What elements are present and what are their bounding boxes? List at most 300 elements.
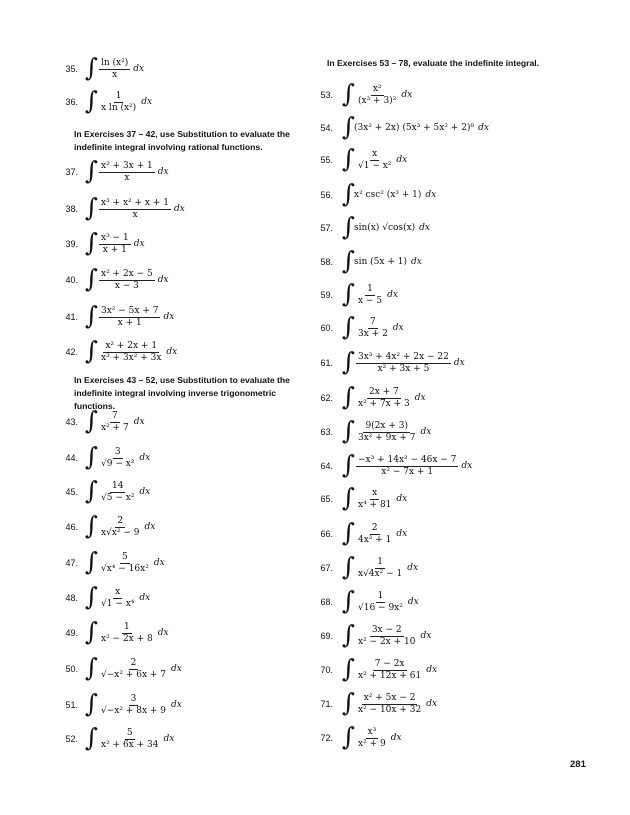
exercise-number: 55. <box>320 155 333 165</box>
denominator: x² − 2x + 10 <box>358 636 416 647</box>
fraction <box>356 387 412 410</box>
denominator: x² + 12x + 61 <box>358 670 422 681</box>
differential: dx <box>401 90 413 100</box>
fraction <box>356 317 390 340</box>
numerator: −x³ + 14x² − 46x − 7 <box>358 454 457 465</box>
integrand <box>97 87 152 117</box>
integrand <box>354 313 404 343</box>
denominator: √5 − x² <box>101 492 135 503</box>
integral-sign: ∫ <box>342 179 356 208</box>
exercise-45 <box>0 477 315 507</box>
fraction <box>356 455 458 478</box>
integrand <box>354 113 489 143</box>
differential: dx <box>387 290 398 300</box>
integral-sign: ∫ <box>85 301 99 330</box>
inline-expression: x² csc² (x³ + 1) <box>354 190 422 200</box>
numerator: 9(2x + 3) <box>365 420 408 431</box>
integral-sign: ∫ <box>342 382 356 411</box>
integral-sign: ∫ <box>85 336 99 365</box>
heading-exercises-53-78: In Exercises 53 – 78, evaluate the indefinite integral. <box>327 58 540 68</box>
integrand <box>97 690 182 720</box>
integrand <box>354 587 419 617</box>
integral-sign: ∫ <box>85 653 99 682</box>
exercise-60 <box>315 313 630 343</box>
numerator: 2 <box>130 657 137 668</box>
differential: dx <box>461 461 473 471</box>
numerator: x³ + x² + x + 1 <box>101 197 169 208</box>
integrand <box>354 247 422 277</box>
denominator: √−x² + 6x + 7 <box>101 669 167 680</box>
fraction <box>356 284 384 307</box>
integrand <box>354 348 465 378</box>
differential: dx <box>414 393 426 403</box>
exercise-number: 47. <box>65 558 78 568</box>
integral-sign: ∫ <box>342 722 356 751</box>
integrand <box>97 583 150 613</box>
exercise-number: 39. <box>65 239 78 249</box>
denominator: x² + 3x + 5 <box>377 363 430 374</box>
integrand <box>97 477 150 507</box>
denominator: x⁴ + 81 <box>358 499 392 510</box>
numerator: 7 − 2x <box>374 658 405 669</box>
fraction <box>356 591 405 614</box>
integrand <box>354 553 418 583</box>
differential: dx <box>453 358 465 368</box>
integrand <box>97 157 169 187</box>
fraction <box>99 622 155 645</box>
denominator: x² − 10x + 32 <box>358 704 422 715</box>
exercise-46 <box>0 512 315 542</box>
exercise-43 <box>0 407 315 437</box>
differential: dx <box>420 427 432 437</box>
integrand <box>354 689 437 719</box>
exercise-number: 68. <box>320 597 333 607</box>
inline-expression: sin (5x + 1) <box>354 257 407 267</box>
integral-sign: ∫ <box>85 617 99 646</box>
exercise-58 <box>315 247 630 277</box>
exercise-number: 67. <box>320 563 333 573</box>
integrand <box>97 194 185 224</box>
integral-sign: ∫ <box>342 79 356 108</box>
exercise-number: 41. <box>65 312 78 322</box>
numerator: 2 <box>371 522 378 533</box>
differential: dx <box>139 487 151 497</box>
integrand <box>97 229 145 259</box>
exercise-number: 46. <box>65 522 78 532</box>
denominator: x <box>124 172 130 183</box>
exercise-63 <box>315 417 630 447</box>
exercise-69 <box>315 621 630 651</box>
denominator: x + 1 <box>102 244 127 255</box>
numerator: 3 <box>114 446 121 457</box>
exercise-53 <box>315 80 630 110</box>
integrand <box>354 417 431 447</box>
differential: dx <box>139 453 151 463</box>
numerator: 3x − 2 <box>371 624 402 635</box>
integrand <box>354 621 431 651</box>
integral-sign: ∫ <box>342 416 356 445</box>
page-number: 281 <box>570 759 586 770</box>
exercise-39 <box>0 229 315 259</box>
integrand <box>354 451 472 481</box>
integrand <box>97 407 145 437</box>
integrand <box>354 484 407 514</box>
integrand <box>97 337 177 367</box>
integrand <box>354 383 426 413</box>
fraction <box>356 523 393 546</box>
exercise-44 <box>0 443 315 473</box>
fraction <box>356 149 393 172</box>
differential: dx <box>173 204 185 214</box>
differential: dx <box>392 323 404 333</box>
fraction <box>356 557 404 580</box>
exercise-number: 57. <box>320 223 333 233</box>
fraction <box>99 516 141 539</box>
numerator: x <box>115 586 121 597</box>
exercise-number: 40. <box>65 275 78 285</box>
exercise-number: 61. <box>320 358 333 368</box>
denominator: x − 3 <box>114 280 139 291</box>
integral-sign: ∫ <box>85 86 99 115</box>
denominator: x² − 2x + 8 <box>101 633 153 644</box>
differential: dx <box>419 223 431 233</box>
integrand <box>97 724 174 754</box>
denominator: x <box>112 69 118 80</box>
integral-sign: ∫ <box>342 688 356 717</box>
differential: dx <box>420 631 432 641</box>
denominator: x² + 9 <box>358 738 386 749</box>
differential: dx <box>144 522 156 532</box>
denominator: x² + 7 <box>101 422 129 433</box>
exercise-number: 60. <box>320 323 333 333</box>
fraction <box>99 411 131 434</box>
numerator: 1 <box>377 590 384 601</box>
exercise-70 <box>315 655 630 685</box>
integrand <box>354 145 407 175</box>
fraction <box>99 552 151 575</box>
exercise-54 <box>315 113 630 143</box>
numerator: 1 <box>115 90 122 101</box>
integral-sign: ∫ <box>342 518 356 547</box>
numerator: 1 <box>377 556 383 567</box>
differential: dx <box>478 123 489 133</box>
exercise-67 <box>315 553 630 583</box>
exercise-51 <box>0 690 315 720</box>
denominator: 3x + 2 <box>358 328 388 339</box>
integral-sign: ∫ <box>342 279 356 308</box>
numerator: x² + 3x + 1 <box>101 160 153 171</box>
denominator: 3x² + 9x + 7 <box>358 432 416 443</box>
differential: dx <box>396 155 408 165</box>
integral-sign: ∫ <box>342 212 356 241</box>
exercise-number: 37. <box>65 167 78 177</box>
exercise-number: 59. <box>320 290 333 300</box>
exercise-68 <box>315 587 630 617</box>
heading-exercises-37-42: In Exercises 37 – 42, use Substitution to evaluate the indefinite integral involving rational functions. <box>74 129 290 152</box>
integral-sign: ∫ <box>342 112 356 141</box>
exercise-56 <box>315 180 630 210</box>
integral-sign: ∫ <box>85 582 99 611</box>
differential: dx <box>163 734 175 744</box>
fraction <box>99 694 168 717</box>
differential: dx <box>139 593 151 603</box>
exercise-66 <box>315 519 630 549</box>
integral-sign: ∫ <box>342 144 356 173</box>
exercise-number: 63. <box>320 427 333 437</box>
integrand <box>97 265 169 295</box>
fraction <box>356 84 398 107</box>
numerator: x² <box>372 83 382 94</box>
numerator: x² + 2x − 5 <box>101 268 153 279</box>
integral-sign: ∫ <box>342 586 356 615</box>
differential: dx <box>396 494 408 504</box>
integral-sign: ∫ <box>85 228 99 257</box>
exercise-number: 54. <box>320 123 333 133</box>
exercise-number: 44. <box>65 453 78 463</box>
integral-sign: ∫ <box>85 547 99 576</box>
differential: dx <box>133 417 145 427</box>
integral-sign: ∫ <box>342 483 356 512</box>
numerator: 2 <box>117 515 124 526</box>
integrand <box>354 723 402 753</box>
exercise-52 <box>0 724 315 754</box>
exercise-number: 69. <box>320 631 333 641</box>
differential: dx <box>157 275 169 285</box>
differential: dx <box>163 312 175 322</box>
differential: dx <box>171 664 182 674</box>
integrand <box>354 280 398 310</box>
numerator: x <box>372 148 378 159</box>
exercise-number: 49. <box>65 628 78 638</box>
integral-sign: ∫ <box>85 53 99 82</box>
exercise-number: 62. <box>320 393 333 403</box>
integrand <box>354 655 437 685</box>
denominator: x² + 7x + 3 <box>358 398 410 409</box>
integrand <box>354 213 430 243</box>
denominator: √1 − x⁴ <box>101 598 135 609</box>
integral-sign: ∫ <box>342 347 356 376</box>
denominator: √−x² + 8x + 9 <box>101 705 167 716</box>
exercise-38 <box>0 194 315 224</box>
exercise-number: 64. <box>320 461 333 471</box>
denominator: x <box>132 209 138 220</box>
differential: dx <box>133 239 145 249</box>
numerator: x <box>372 487 378 498</box>
exercise-number: 45. <box>65 487 78 497</box>
fraction <box>99 58 130 81</box>
integral-sign: ∫ <box>85 264 99 293</box>
numerator: 1 <box>367 283 373 294</box>
fraction <box>356 488 393 511</box>
numerator: x³ <box>367 726 377 737</box>
denominator: x√4x² − 1 <box>358 568 403 579</box>
exercise-35 <box>0 54 315 84</box>
denominator: √9 − x² <box>101 458 135 469</box>
differential: dx <box>425 190 437 200</box>
exercise-number: 50. <box>65 664 78 674</box>
exercise-number: 53. <box>320 90 333 100</box>
exercise-62 <box>315 383 630 413</box>
integral-sign: ∫ <box>342 552 356 581</box>
denominator: (x³ + 3)² <box>358 95 397 106</box>
denominator: x² + 6x + 34 <box>101 739 159 750</box>
exercise-number: 56. <box>320 190 333 200</box>
numerator: 3 <box>130 693 137 704</box>
exercise-41 <box>0 302 315 332</box>
exercise-number: 71. <box>320 699 333 709</box>
exercise-65 <box>315 484 630 514</box>
integral-sign: ∫ <box>85 406 99 435</box>
numerator: 5 <box>122 551 128 562</box>
exercise-number: 42. <box>65 347 78 357</box>
exercise-number: 58. <box>320 257 333 267</box>
integrand <box>97 54 144 84</box>
integrand <box>97 654 182 684</box>
denominator: x² − 7x + 1 <box>381 466 434 477</box>
exercise-48 <box>0 583 315 613</box>
numerator: 2x + 7 <box>368 386 399 397</box>
fraction <box>356 421 417 444</box>
exercise-59 <box>315 280 630 310</box>
exercise-number: 52. <box>65 734 78 744</box>
differential: dx <box>157 628 169 638</box>
exercise-40 <box>0 265 315 295</box>
exercise-number: 38. <box>65 204 78 214</box>
differential: dx <box>171 700 182 710</box>
numerator: 1 <box>124 621 130 632</box>
integral-sign: ∫ <box>342 246 356 275</box>
numerator: x² + 2x + 1 <box>105 340 158 351</box>
integral-sign: ∫ <box>85 689 99 718</box>
fraction <box>356 625 417 648</box>
fraction <box>99 481 136 504</box>
exercise-72 <box>315 723 630 753</box>
numerator: 7 <box>370 316 376 327</box>
fraction <box>99 447 136 470</box>
denominator: √x⁴ − 16x² <box>101 563 149 574</box>
integral-sign: ∫ <box>85 442 99 471</box>
differential: dx <box>396 529 408 539</box>
exercise-number: 43. <box>65 417 78 427</box>
denominator: x√x² − 9 <box>101 527 140 538</box>
exercise-number: 70. <box>320 665 333 675</box>
exercise-number: 51. <box>65 700 78 710</box>
differential: dx <box>410 257 422 267</box>
differential: dx <box>407 563 419 573</box>
differential: dx <box>157 167 169 177</box>
fraction <box>99 91 138 114</box>
heading-exercises-43-52: In Exercises 43 – 52, use Substitution to evaluate the indefinite integral involving inverse trigonometric functions. <box>74 375 290 411</box>
differential: dx <box>166 347 178 357</box>
fraction <box>356 727 388 750</box>
integral-sign: ∫ <box>342 312 356 341</box>
exercise-number: 48. <box>65 593 78 603</box>
exercise-50 <box>0 654 315 684</box>
exercise-64 <box>315 451 630 481</box>
exercise-49 <box>0 618 315 648</box>
fraction <box>356 352 451 375</box>
denominator: x ln (x²) <box>101 102 137 113</box>
numerator: x³ − 1 <box>101 232 129 243</box>
exercise-number: 35. <box>65 64 78 74</box>
fraction <box>99 269 155 292</box>
integral-sign: ∫ <box>342 620 356 649</box>
integral-sign: ∫ <box>85 476 99 505</box>
denominator: √1 − x² <box>358 160 392 171</box>
exercise-55 <box>315 145 630 175</box>
integrand <box>97 618 169 648</box>
fraction <box>99 341 163 364</box>
exercise-71 <box>315 689 630 719</box>
fraction <box>99 198 171 221</box>
denominator: √16 − 9x² <box>358 602 403 613</box>
inline-expression: sin(x) √cos(x) <box>354 223 416 233</box>
integral-sign: ∫ <box>342 450 356 479</box>
integrand <box>97 443 150 473</box>
integrand <box>354 180 436 210</box>
integral-sign: ∫ <box>342 654 356 683</box>
fraction <box>99 306 160 329</box>
exercise-number: 65. <box>320 494 333 504</box>
fraction <box>99 161 155 184</box>
integral-sign: ∫ <box>85 193 99 222</box>
inline-expression: (3x² + 2x) (5x³ + 5x² + 2)⁸ <box>354 123 475 133</box>
integrand <box>97 302 174 332</box>
exercise-37 <box>0 157 315 187</box>
integral-sign: ∫ <box>85 511 99 540</box>
differential: dx <box>407 597 419 607</box>
exercise-number: 72. <box>320 733 333 743</box>
integral-sign: ∫ <box>85 156 99 185</box>
exercise-42 <box>0 337 315 367</box>
exercise-57 <box>315 213 630 243</box>
exercise-47 <box>0 548 315 578</box>
denominator: x³ + 3x² + 3x <box>101 352 162 363</box>
fraction <box>99 233 131 256</box>
numerator: ln (x²) <box>101 57 129 68</box>
numerator: 7 <box>111 410 118 421</box>
exercise-61 <box>315 348 630 378</box>
numerator: 3x² − 5x + 7 <box>101 305 159 316</box>
integrand <box>354 80 412 110</box>
integrand <box>97 548 165 578</box>
denominator: 4x² + 1 <box>358 534 392 545</box>
differential: dx <box>133 64 145 74</box>
fraction <box>356 693 423 716</box>
numerator: 3x³ + 4x² + 2x − 22 <box>358 351 449 362</box>
differential: dx <box>426 665 438 675</box>
denominator: x + 1 <box>117 317 142 328</box>
integrand <box>354 519 407 549</box>
differential: dx <box>153 558 165 568</box>
differential: dx <box>426 699 438 709</box>
numerator: 14 <box>111 480 124 491</box>
differential: dx <box>390 733 402 743</box>
exercise-number: 36. <box>65 97 78 107</box>
exercise-36 <box>0 87 315 117</box>
fraction <box>99 728 160 751</box>
fraction <box>356 659 423 682</box>
numerator: x² + 5x − 2 <box>363 692 416 703</box>
integral-sign: ∫ <box>85 723 99 752</box>
fraction <box>99 587 136 610</box>
differential: dx <box>141 97 153 107</box>
exercise-number: 66. <box>320 529 333 539</box>
numerator: 5 <box>126 727 133 738</box>
denominator: x − 5 <box>358 295 383 306</box>
fraction <box>99 658 168 681</box>
integrand <box>97 512 155 542</box>
